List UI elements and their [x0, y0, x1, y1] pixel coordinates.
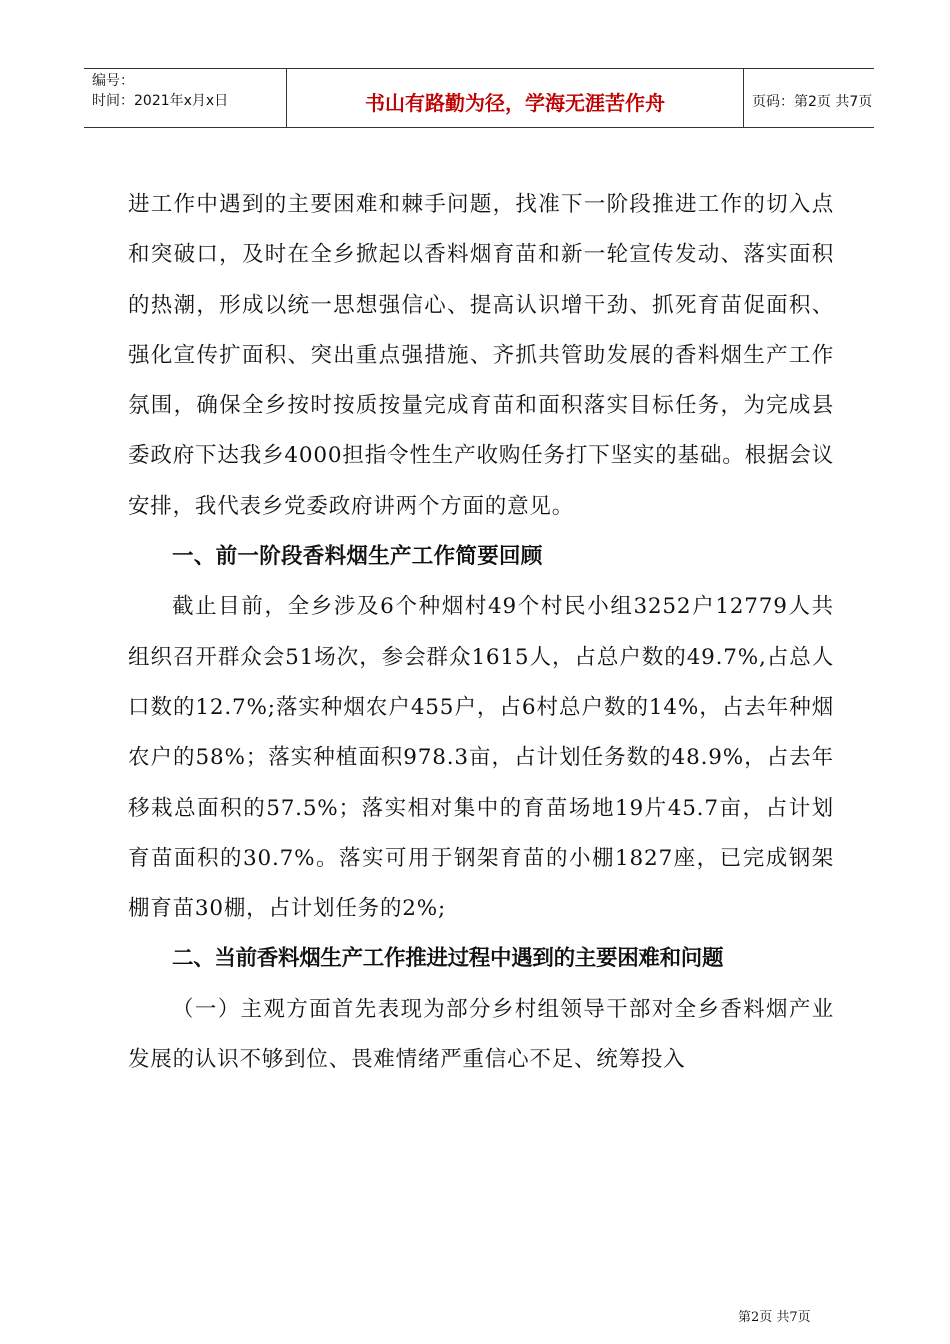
document-date-label: 时间：2021年x月x日: [92, 93, 229, 109]
page-footer: 第2页 共7页: [738, 1310, 811, 1325]
page-header: [84, 68, 874, 128]
document-body: [128, 180, 834, 1085]
header-info-cell: [84, 69, 286, 127]
body-paragraph: 截止目前，全乡涉及6个种烟村49个村民小组3252户12779人共组织召开群众会51场次，参会群众1615人，占总户数的49.7%,占总人口数的12.7%;落实种烟农户455户，占6村总户数的14%，占去年种烟农户的58%；落实种植面积978.3亩，占计划任务数的48.9%，占去年移栽总面积的57.5%；落实相对集中的育苗场地19片45.7亩，占计划育苗面积的30.7%。落实可用于钢架育苗的小棚1827座，已完成钢架棚育苗30棚，占计划任务的2%;: [128, 594, 834, 922]
header-page-cell: [742, 69, 874, 127]
section-heading: 二、当前香料烟生产工作推进过程中遇到的主要困难和问题: [172, 946, 724, 972]
body-paragraph: 进工作中遇到的主要困难和棘手问题，找准下一阶段推进工作的切入点和突破口，及时在全乡掀起以香料烟育苗和新一轮宣传发动、落实面积的热潮，形成以统一思想强信心、提高认识增干劲、抓死育苗促面积、强化宣传扩面积、突出重点强措施、齐抓共管助发展的香料烟生产工作氛围，确保全乡按时按质按量完成育苗和面积落实目标任务，为完成县委政府下达我乡4000担指令性生产收购任务打下坚实的基础。根据会议安排，我代表乡党委政府讲两个方面的意见。: [128, 192, 834, 519]
document-number-label: 编号：: [92, 73, 134, 89]
header-motto: 书山有路勤为径，学海无涯苦作舟: [365, 91, 665, 115]
header-motto-cell: [286, 69, 744, 127]
body-paragraph: （一）主观方面首先表现为部分乡村组领导干部对全乡香料烟产业发展的认识不够到位、畏难情绪严重信心不足、统筹投入: [128, 996, 834, 1073]
section-heading: 一、前一阶段香料烟生产工作简要回顾: [172, 544, 543, 570]
header-page-number: 页码：第2页 共7页: [752, 94, 873, 110]
